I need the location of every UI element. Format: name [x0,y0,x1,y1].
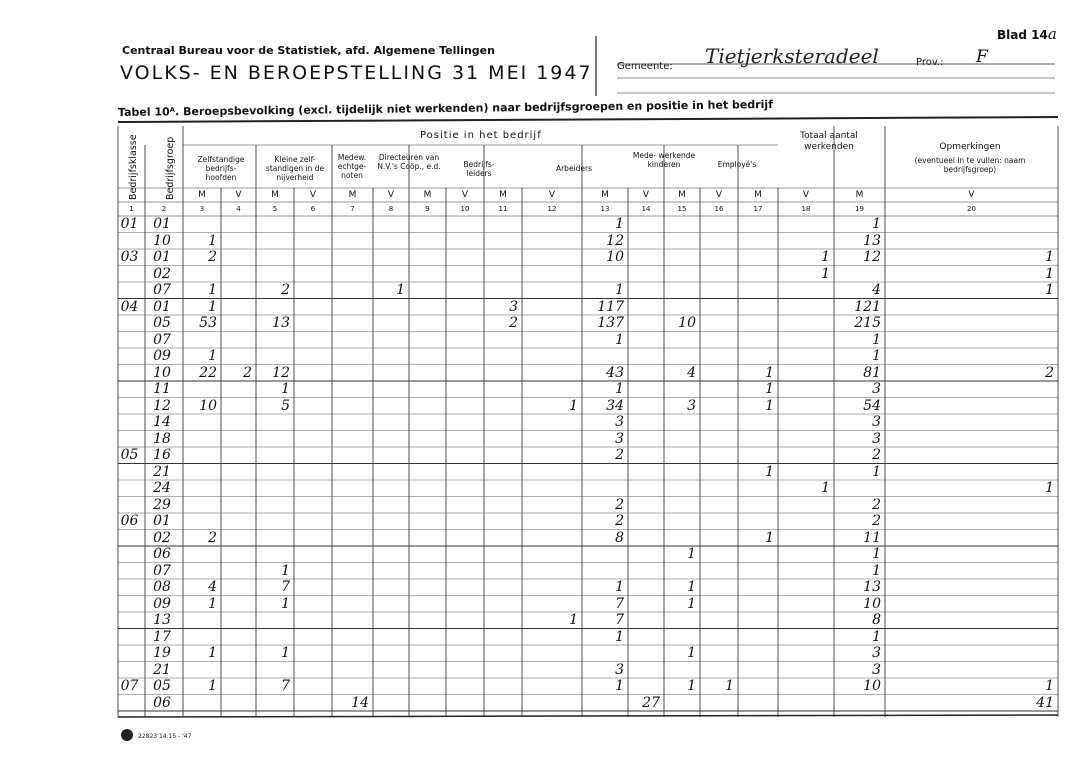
cell-arb-m[interactable]: 43 [606,364,624,381]
column-number: 3 [199,205,205,213]
zelfstandige-header: Zelfstandige bedrijfs- hoofden [197,155,245,182]
cell-mk-m[interactable]: 4 [687,364,696,381]
cell-mk-m[interactable]: 1 [687,595,696,612]
cell-arb-v[interactable]: 27 [642,694,660,711]
cell-zb-m[interactable]: 1 [208,595,217,612]
cell-g[interactable]: 07 [153,562,171,579]
cell-zb-m[interactable]: 10 [199,397,217,414]
column-number: 19 [855,205,864,213]
opmerkingen-subheader: (eventueel in te vullen: naam bedrijfsgroep) [914,156,1026,174]
cell-mk-m[interactable]: 1 [687,678,696,694]
cell-tot-m[interactable]: 2 [872,496,881,513]
cell-arb-m[interactable]: 3 [615,430,624,447]
cell-g[interactable]: 10 [153,232,171,249]
v-subheader: V [235,190,242,200]
cell-tot-m[interactable]: 3 [872,414,881,430]
sheet-suffix: a [1047,25,1057,43]
column-number: 15 [677,205,687,213]
cell-g[interactable]: 06 [153,546,171,562]
cell-arb-m[interactable]: 3 [615,661,624,678]
v-subheader: V [642,190,650,200]
cell-bl-m[interactable]: 2 [509,315,518,331]
cell-kz-m[interactable]: 12 [272,364,290,381]
cell-g[interactable]: 01 [153,513,171,529]
cell-tot-m[interactable]: 10 [863,678,881,694]
cell-tot-m[interactable]: 3 [872,661,881,678]
cell-g[interactable]: 01 [153,249,171,265]
cell-k[interactable]: 04 [120,298,139,315]
cell-kz-m[interactable]: 7 [281,579,290,595]
cell-zb-m[interactable]: 1 [208,282,217,298]
cell-arb-m[interactable]: 2 [615,513,624,529]
cell-arb-m[interactable]: 1 [615,282,624,298]
column-number: 9 [425,205,430,213]
cell-g[interactable]: 16 [153,447,171,463]
cell-mk-m[interactable]: 1 [687,546,696,562]
column-number: 7 [350,205,355,213]
m-subheader: M [499,190,507,200]
cell-me-v[interactable]: 1 [396,282,405,298]
cell-mk-m[interactable]: 1 [687,579,696,595]
medewerkende-header: Mede- werkende kinderen [632,151,696,169]
cell-zb-m[interactable]: 1 [208,678,217,694]
m-subheader: M [423,190,432,200]
cell-kz-m[interactable]: 2 [281,282,290,298]
cell-g[interactable]: 13 [153,612,171,628]
cell-zb-m[interactable]: 53 [199,315,217,331]
cell-emp-m[interactable]: 1 [765,397,774,414]
cell-tot-m[interactable]: 12 [863,249,881,265]
v-subheader: V [968,190,975,200]
cell-k[interactable]: 03 [120,249,139,265]
column-number: 17 [753,205,763,213]
cell-arb-m[interactable]: 3 [615,414,624,430]
cell-arb-m[interactable]: 2 [615,447,624,463]
positie-header: Positie in het bedrijf [420,130,542,141]
cell-k[interactable]: 05 [120,447,139,463]
cell-kz-m[interactable]: 1 [281,381,290,397]
cell-tot-m[interactable]: 13 [863,232,881,249]
cell-g[interactable]: 29 [153,496,171,513]
cell-emp-v[interactable]: 1 [821,249,830,265]
cell-tot-v[interactable]: 41 [1036,694,1054,711]
cell-g[interactable]: 24 [153,480,171,496]
cell-tot-m[interactable]: 2 [872,447,881,463]
cell-arb-m[interactable]: 1 [615,678,624,694]
cell-bl-v[interactable]: 1 [569,397,578,414]
cell-g[interactable]: 09 [153,348,171,364]
cell-zb-m[interactable]: 1 [208,348,217,364]
cell-arb-m[interactable]: 7 [615,595,624,612]
cell-mk-m[interactable]: 1 [687,645,696,661]
cell-g[interactable]: 05 [153,315,171,331]
column-number: 4 [236,205,241,213]
cell-zb-m[interactable]: 2 [208,529,217,546]
v-subheader: V [715,190,723,200]
cell-zb-m[interactable]: 1 [208,232,217,249]
cell-g[interactable]: 18 [153,430,171,447]
cell-g[interactable]: 08 [153,579,171,595]
cell-tot-m[interactable]: 11 [863,529,881,546]
totaal-header: Totaal aantal werkenden [800,131,858,152]
cell-bl-m[interactable]: 3 [509,298,518,315]
cell-kz-m[interactable]: 7 [281,678,290,694]
cell-tot-m[interactable]: 121 [854,298,881,315]
province-label: Prov.: [916,57,944,68]
cell-g[interactable]: 19 [153,645,171,661]
cell-g[interactable]: 21 [153,661,171,678]
cell-bl-v[interactable]: 1 [569,612,578,628]
m-subheader: M [198,190,206,200]
cell-emp-v[interactable]: 1 [821,480,830,496]
cell-zb-m[interactable]: 4 [208,579,217,595]
column-number: 6 [310,205,316,213]
column-number: 2 [161,205,167,213]
cell-arb-m[interactable]: 137 [597,315,624,331]
cell-tot-m[interactable]: 3 [872,645,881,661]
cell-g[interactable]: 12 [153,397,171,414]
m-subheader: M [678,190,686,200]
cell-tot-m[interactable]: 2 [872,513,881,529]
cell-k[interactable]: 07 [120,678,139,694]
column-number: 18 [801,205,811,213]
cell-tot-v[interactable]: 1 [1045,265,1054,282]
cell-k[interactable]: 06 [120,513,139,529]
m-subheader: M [855,190,864,200]
v-subheader: V [387,190,395,200]
cell-tot-v[interactable]: 1 [1045,282,1054,298]
cell-emp-m[interactable]: 1 [765,463,774,480]
cell-g[interactable]: 14 [153,414,171,430]
form-title: VOLKS- EN BEROEPSTELLING 31 MEI 1947 [120,62,593,84]
printer-logo-icon [121,729,133,741]
m-subheader: M [271,190,279,200]
cell-arb-m[interactable]: 10 [606,249,624,265]
province-value[interactable]: F [976,47,988,67]
column-number: 1 [129,205,134,213]
cell-g[interactable]: 09 [153,595,171,612]
directeuren-header: Directeuren van N.V.'s Coöp., e.d. [377,153,441,171]
cell-zb-m[interactable]: 2 [208,249,217,265]
cell-arb-m[interactable]: 7 [615,612,624,628]
cell-tot-m[interactable]: 13 [863,579,881,595]
kleine-header: Kleine zelf- standigen in de nijverheid [265,155,325,182]
cell-k[interactable]: 01 [120,216,139,232]
cell-tot-m[interactable]: 3 [872,430,881,447]
cell-arb-m[interactable]: 1 [615,381,624,397]
opmerkingen-header: Opmerkingen [939,142,1001,152]
cell-me-m[interactable]: 14 [351,694,369,711]
cell-tot-v[interactable]: 1 [1045,480,1054,496]
cell-kz-m[interactable]: 1 [281,595,290,612]
cell-g[interactable]: 05 [153,678,171,694]
cell-tot-m[interactable]: 10 [863,595,881,612]
column-number: 13 [600,205,610,213]
cell-tot-m[interactable]: 54 [863,397,881,414]
cell-emp-m[interactable]: 1 [765,529,774,546]
cell-kz-m[interactable]: 13 [272,315,290,331]
gemeente-value[interactable]: Tietjerksteradeel [705,44,879,68]
cell-g[interactable]: 17 [153,628,171,645]
cell-tot-m[interactable]: 1 [872,331,881,348]
medew-header: Medew. echtge- noten [337,153,367,180]
cell-emp-m[interactable]: 1 [765,364,774,381]
cell-emp-v[interactable]: 1 [821,265,830,282]
column-number: 20 [967,205,976,213]
cell-zb-v[interactable]: 2 [243,364,252,381]
cell-tot-m[interactable]: 1 [872,546,881,562]
cell-tot-m[interactable]: 215 [854,315,881,331]
cell-kz-m[interactable]: 1 [281,645,290,661]
cell-g[interactable]: 21 [153,463,171,480]
cell-g[interactable]: 10 [153,364,171,381]
m-subheader: M [754,190,762,200]
cell-tot-m[interactable]: 4 [872,282,881,298]
cell-emp-m[interactable]: 1 [765,381,774,397]
gemeente-label: Gemeente: [617,61,673,72]
cell-arb-m[interactable]: 2 [615,496,624,513]
cell-arb-m[interactable]: 1 [615,628,624,645]
cell-arb-m[interactable]: 1 [615,579,624,595]
column-number: 10 [460,205,470,213]
cell-mk-m[interactable]: 10 [678,315,696,331]
cell-g[interactable]: 02 [153,265,171,282]
cell-arb-m[interactable]: 1 [615,331,624,348]
v-subheader: V [548,190,556,200]
bedrijfsgroep-header: Bedrijfsgroep [165,136,176,200]
sheet-label: Blad 14 [997,28,1048,42]
print-code: 22823 14.15 - '47 [138,733,192,740]
m-subheader: M [601,190,609,200]
column-number: 8 [388,205,394,213]
cell-tot-v[interactable]: 2 [1045,364,1054,381]
cell-zb-m[interactable]: 1 [208,645,217,661]
cell-tot-m[interactable]: 3 [872,381,881,397]
employes-header: Employé's [717,160,757,169]
column-number: 14 [641,205,651,213]
cell-kz-m[interactable]: 5 [281,397,290,414]
cell-mk-v[interactable]: 1 [725,678,734,694]
cell-tot-m[interactable]: 1 [872,216,881,232]
cell-tot-v[interactable]: 1 [1045,249,1054,265]
cell-tot-v[interactable]: 1 [1045,678,1054,694]
cell-g[interactable]: 02 [153,529,171,546]
cell-tot-m[interactable]: 8 [872,612,881,628]
bedrijfsleiders-header: Bedrijfs- leiders [463,160,495,178]
table-title: Tabel 10ᴬ. Beroepsbevolking (excl. tijdelijk niet werkenden) naar bedrijfsgroepen en positie in het bedrijf [117,97,774,119]
v-subheader: V [802,190,810,200]
cell-g[interactable]: 06 [153,694,171,711]
cell-zb-m[interactable]: 22 [199,364,217,381]
cell-g[interactable]: 07 [153,282,171,298]
v-subheader: V [309,190,317,200]
v-subheader: V [461,190,469,200]
bedrijfsklasse-header: Bedrijfsklasse [128,134,139,200]
cell-arb-m[interactable]: 34 [606,397,624,414]
column-number: 12 [547,205,557,213]
cell-arb-m[interactable]: 117 [597,298,624,315]
cell-arb-m[interactable]: 12 [606,232,624,249]
organization-header: Centraal Bureau voor de Statistiek, afd. Algemene Tellingen [122,44,495,57]
cell-tot-m[interactable]: 1 [872,562,881,579]
cell-g[interactable]: 01 [153,298,171,315]
column-number: 5 [272,205,278,213]
cell-g[interactable]: 07 [153,331,171,348]
cell-zb-m[interactable]: 1 [208,298,217,315]
arbeiders-header: Arbeiders [555,164,593,173]
cell-g[interactable]: 01 [153,216,171,232]
cell-arb-m[interactable]: 8 [615,529,624,546]
cell-arb-m[interactable]: 1 [615,216,624,232]
cell-mk-m[interactable]: 3 [687,397,696,414]
cell-tot-m[interactable]: 81 [863,364,881,381]
m-subheader: M [348,190,357,200]
cell-tot-m[interactable]: 1 [872,348,881,364]
cell-tot-m[interactable]: 1 [872,628,881,645]
cell-kz-m[interactable]: 1 [281,562,290,579]
cell-g[interactable]: 11 [153,381,171,397]
cell-tot-m[interactable]: 1 [872,463,881,480]
column-number: 11 [498,205,508,213]
column-number: 16 [714,205,724,213]
